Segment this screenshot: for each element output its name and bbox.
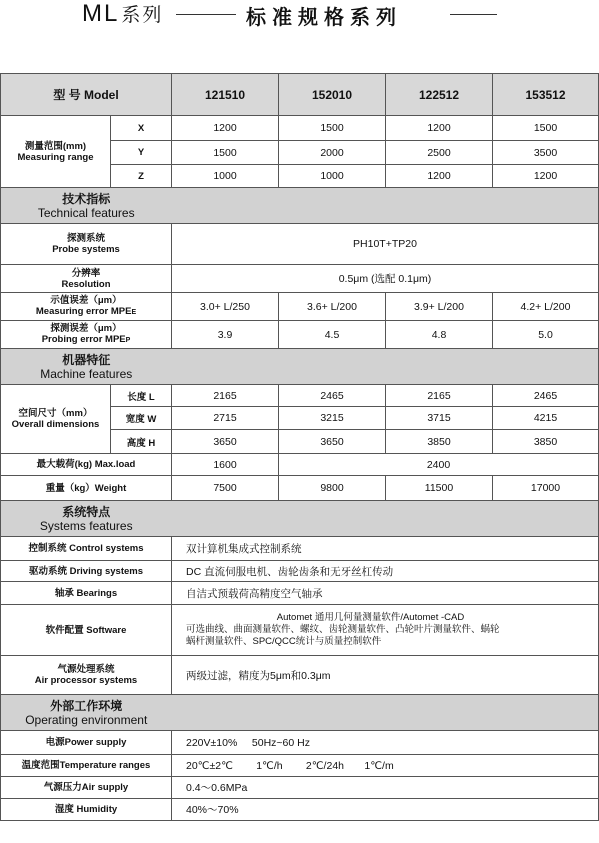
maxload-2: 2400 <box>279 454 599 476</box>
page-title: 标准规格系列 <box>246 5 402 29</box>
mpee-1: 3.0+ L/250 <box>172 293 279 321</box>
resolution-label <box>1 265 172 293</box>
systems-section-fill <box>172 501 599 537</box>
temperature-label: 温度范围Temperature ranges <box>1 755 172 777</box>
control-value: 双计算机集成式控制系统 <box>172 537 599 561</box>
mpee-label-zh: 示值误差（μm） <box>50 295 122 306</box>
range-z-2: 1000 <box>279 165 386 188</box>
range-y-2: 2000 <box>279 141 386 165</box>
software-label: 软件配置 Software <box>1 605 172 656</box>
range-row-x <box>1 116 599 141</box>
measuring-range-label <box>1 116 111 188</box>
control-label: 控制系统 Control systems <box>1 537 172 561</box>
dim-length-3: 2165 <box>386 385 493 407</box>
model-1: 121510 <box>172 74 279 116</box>
software-row <box>1 605 599 656</box>
axis-y: Y <box>111 141 172 165</box>
dim-height-4: 3850 <box>493 430 599 454</box>
systems-section-header <box>1 501 599 537</box>
resolution-row <box>1 265 599 293</box>
series-prefix: ML <box>82 0 120 27</box>
mpee-label <box>1 293 172 321</box>
range-z-1: 1000 <box>172 165 279 188</box>
driving-label: 驱动系统 Driving systems <box>1 561 172 582</box>
maxload-row <box>1 454 599 476</box>
bearings-label: 轴承 Bearings <box>1 582 172 605</box>
axis-x: X <box>111 116 172 141</box>
measuring-range-en: Measuring range <box>17 151 94 163</box>
temperature-row <box>1 755 599 777</box>
title-rule-left <box>176 14 236 15</box>
bearings-value: 自洁式预载荷高精度空气轴承 <box>172 582 599 605</box>
humidity-row <box>1 799 599 821</box>
maxload-1: 1600 <box>172 454 279 476</box>
resolution-label-en: Resolution <box>61 278 111 290</box>
probe-label-en: Probe systems <box>52 244 120 255</box>
axis-z: Z <box>111 165 172 188</box>
measuring-range-zh: 测量范围(mm) <box>24 140 87 152</box>
systems-title-zh: 系统特点 <box>62 504 111 519</box>
air-processor-en: Air processor systems <box>34 675 138 686</box>
range-y-3: 2500 <box>386 141 493 165</box>
environment-section-header <box>1 695 599 731</box>
mpep-3: 4.8 <box>386 321 493 349</box>
control-row <box>1 537 599 561</box>
dim-width-3: 3715 <box>386 407 493 430</box>
technical-title-en: Technical features <box>37 205 135 220</box>
model-4: 153512 <box>493 74 599 116</box>
temperature-value: 20℃±2℃ 1℃/h 2℃/24h 1℃/m <box>172 755 599 777</box>
range-z-3: 1200 <box>386 165 493 188</box>
humidity-value: 40%～70% <box>172 799 599 821</box>
dim-length-2: 2465 <box>279 385 386 407</box>
mpep-subscript: P <box>125 337 131 344</box>
mpee-3: 3.9+ L/200 <box>386 293 493 321</box>
weight-3: 11500 <box>386 476 493 501</box>
dim-row-length <box>1 385 599 407</box>
dim-height-2: 3650 <box>279 430 386 454</box>
range-x-4: 1500 <box>493 116 599 141</box>
range-y-1: 1500 <box>172 141 279 165</box>
weight-row <box>1 476 599 501</box>
environment-section-fill <box>172 695 599 731</box>
dim-width-1: 2715 <box>172 407 279 430</box>
environment-title-zh: 外部工作环境 <box>50 698 123 713</box>
range-x-3: 1200 <box>386 116 493 141</box>
dim-width-4: 4215 <box>493 407 599 430</box>
air-supply-value: 0.4～0.6MPa <box>172 777 599 799</box>
mpep-2: 4.5 <box>279 321 386 349</box>
mpep-1: 3.9 <box>172 321 279 349</box>
model-header-row <box>1 74 599 116</box>
software-value <box>172 605 599 656</box>
mpee-label-en: Measuring error MPE <box>35 306 132 317</box>
series-suffix: 系列 <box>121 4 164 26</box>
model-2: 152010 <box>279 74 386 116</box>
title-rule-right <box>450 14 497 15</box>
air-processor-value: 两级过滤，精度为5μm和0.3μm <box>172 656 599 695</box>
mpee-label-en-line <box>4 306 168 318</box>
range-x-2: 1500 <box>279 116 386 141</box>
model-label: 型 号 Model <box>1 74 172 116</box>
mpep-label <box>1 321 172 349</box>
mpep-row <box>1 321 599 349</box>
air-supply-row <box>1 777 599 799</box>
weight-4: 17000 <box>493 476 599 501</box>
power-label: 电源Power supply <box>1 731 172 755</box>
dim-width-2: 3215 <box>279 407 386 430</box>
mpep-4: 5.0 <box>493 321 599 349</box>
technical-section-header <box>1 188 599 224</box>
air-processor-row <box>1 656 599 695</box>
resolution-value: 0.5μm (选配 0.1μm) <box>172 265 599 293</box>
technical-section-fill <box>172 188 599 224</box>
air-processor-label <box>1 656 172 695</box>
mpee-subscript: E <box>131 309 137 316</box>
overall-dimensions-label <box>1 385 111 454</box>
software-line-3: 蜗杆测量软件、SPC/QCC统计与质量控制软件 <box>186 636 382 647</box>
air-processor-zh: 气源处理系统 <box>57 664 115 675</box>
probe-row <box>1 224 599 265</box>
software-line-2: 可选曲线、曲面测量软件、螺纹、齿轮测量软件、凸轮叶片测量软件、蜗轮 <box>186 624 500 635</box>
power-row <box>1 731 599 755</box>
resolution-label-zh: 分辨率 <box>71 267 101 279</box>
technical-title-zh: 技术指标 <box>62 191 111 206</box>
probe-label-zh: 探测系统 <box>66 233 105 244</box>
dim-length-4: 2465 <box>493 385 599 407</box>
dim-height-3: 3850 <box>386 430 493 454</box>
dim-width-label: 宽度 W <box>111 407 172 430</box>
range-z-4: 1200 <box>493 165 599 188</box>
mpep-label-en-line <box>4 334 168 346</box>
weight-1: 7500 <box>172 476 279 501</box>
machine-title-en: Machine features <box>40 366 133 381</box>
environment-title <box>1 695 172 731</box>
machine-section-header <box>1 349 599 385</box>
technical-title <box>1 188 172 224</box>
power-value: 220V±10% 50Hz~60 Hz <box>172 731 599 755</box>
overall-dimensions-en: Overall dimensions <box>11 419 100 430</box>
bearings-row <box>1 582 599 605</box>
mpep-label-en: Probing error MPE <box>41 334 126 345</box>
dim-length-1: 2165 <box>172 385 279 407</box>
air-supply-label: 气源压力Air supply <box>1 777 172 799</box>
mpee-2: 3.6+ L/200 <box>279 293 386 321</box>
spec-table <box>0 73 599 821</box>
maxload-label: 最大载荷(kg) Max.load <box>1 454 172 476</box>
software-line-1: Automet 通用几何量测量软件/Automet -CAD <box>276 612 465 623</box>
range-x-1: 1200 <box>172 116 279 141</box>
weight-label: 重量（kg）Weight <box>1 476 172 501</box>
humidity-label: 湿度 Humidity <box>1 799 172 821</box>
systems-title <box>1 501 172 537</box>
mpee-4: 4.2+ L/200 <box>493 293 599 321</box>
mpee-row <box>1 293 599 321</box>
probe-label <box>1 224 172 265</box>
machine-section-fill <box>172 349 599 385</box>
model-3: 122512 <box>386 74 493 116</box>
weight-2: 9800 <box>279 476 386 501</box>
series-name <box>82 0 163 28</box>
environment-title-en: Operating environment <box>25 712 148 727</box>
dim-height-1: 3650 <box>172 430 279 454</box>
overall-dimensions-zh: 空间尺寸（mm） <box>18 408 93 419</box>
systems-title-en: Systems features <box>39 518 133 533</box>
driving-row <box>1 561 599 582</box>
driving-value: DC 直流伺服电机、齿轮齿条和无牙丝杠传动 <box>172 561 599 582</box>
title-bar <box>0 0 599 40</box>
dim-height-label: 高度 H <box>111 430 172 454</box>
mpep-label-zh: 探测误差（μm） <box>50 323 122 334</box>
machine-title <box>1 349 172 385</box>
machine-title-zh: 机器特征 <box>62 352 111 367</box>
dim-length-label: 长度 L <box>111 385 172 407</box>
probe-value: PH10T+TP20 <box>172 224 599 265</box>
range-y-4: 3500 <box>493 141 599 165</box>
